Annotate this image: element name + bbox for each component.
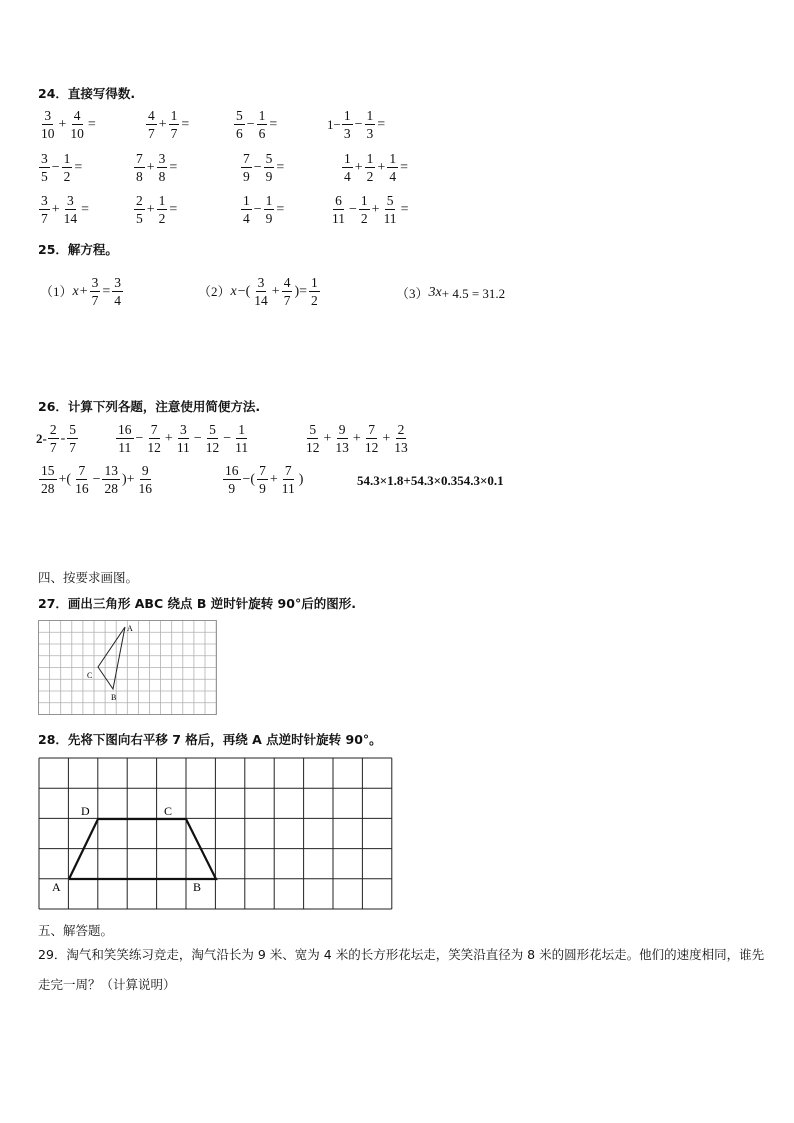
numerator: 7 bbox=[368, 422, 375, 437]
denominator: 13 bbox=[394, 440, 408, 455]
fraction bbox=[39, 193, 50, 226]
denominator: 14 bbox=[63, 211, 78, 226]
q24-item-7 bbox=[240, 151, 285, 184]
expression-text: （3） bbox=[396, 285, 429, 301]
q29-text: 29．淘气和笑笑练习竞走，淘气沿长为 9 米、宽为 4 米的长方形花坛走，笑笑沿直径为 8 米的圆形花坛走。他们的速度相同，谁先走完一周？（计算说明） bbox=[38, 947, 765, 992]
operator: − bbox=[246, 116, 255, 132]
operator: = bbox=[276, 201, 285, 217]
fraction bbox=[387, 151, 398, 184]
operator: = bbox=[400, 201, 409, 217]
denominator: 5 bbox=[136, 211, 143, 226]
q24-title: 24．直接写得数. bbox=[38, 86, 136, 101]
q28-label-c: C bbox=[164, 804, 173, 818]
operator: +( bbox=[58, 471, 72, 487]
operator: = bbox=[74, 159, 83, 175]
fraction bbox=[223, 463, 241, 496]
numerator: 5 bbox=[209, 422, 216, 437]
fraction bbox=[134, 193, 145, 226]
operator: − bbox=[51, 159, 60, 175]
variable: x bbox=[230, 283, 237, 299]
fraction bbox=[333, 422, 351, 455]
fraction bbox=[145, 422, 163, 455]
operator: + bbox=[271, 283, 280, 299]
q25-item-2 bbox=[198, 275, 321, 308]
fraction bbox=[342, 108, 353, 141]
operator: − bbox=[92, 471, 101, 487]
numerator: 3 bbox=[257, 275, 265, 290]
fraction bbox=[359, 193, 370, 226]
denominator: 6 bbox=[236, 126, 243, 141]
q26-item-3 bbox=[303, 422, 411, 455]
section-4-title: 四、按要求画图。 bbox=[38, 570, 139, 585]
fraction bbox=[304, 422, 322, 455]
denominator: 10 bbox=[41, 126, 55, 141]
fraction bbox=[169, 108, 180, 141]
expression-text: + 4.5 = 31.2 bbox=[441, 285, 506, 301]
q24-item-3 bbox=[233, 108, 278, 141]
variable: x bbox=[72, 283, 79, 299]
operator: + bbox=[164, 430, 173, 446]
fraction bbox=[252, 275, 270, 308]
denominator: 9 bbox=[265, 211, 273, 226]
numerator: 7 bbox=[150, 422, 158, 437]
fraction bbox=[392, 422, 410, 455]
numerator: 6 bbox=[335, 193, 342, 208]
q24-item-1 bbox=[38, 108, 97, 141]
numerator: 9 bbox=[338, 422, 346, 437]
q27-title: 27．画出三角形 ABC 绕点 B 逆时针旋转 90°后的图形. bbox=[38, 596, 356, 611]
fraction bbox=[62, 151, 73, 184]
numerator: 1 bbox=[344, 151, 351, 166]
numerator: 5 bbox=[265, 151, 273, 166]
denominator: 11 bbox=[383, 211, 397, 226]
operator: + bbox=[79, 283, 88, 299]
operator: − bbox=[135, 430, 144, 446]
denominator: 7 bbox=[283, 293, 291, 308]
operator: = bbox=[377, 116, 386, 132]
operator: + bbox=[323, 430, 332, 446]
q26-item-1 bbox=[36, 422, 79, 455]
fraction bbox=[363, 422, 381, 455]
q24-item-11 bbox=[240, 193, 285, 226]
q27-label-a: A bbox=[127, 624, 133, 633]
numerator: 1 bbox=[170, 108, 178, 123]
denominator: 7 bbox=[91, 293, 99, 308]
q24-item-10 bbox=[133, 193, 178, 226]
denominator: 16 bbox=[75, 481, 89, 496]
operator: − bbox=[193, 430, 202, 446]
denominator: 2 bbox=[63, 169, 71, 184]
numerator: 3 bbox=[91, 275, 99, 290]
fraction bbox=[112, 275, 123, 308]
numerator: 7 bbox=[259, 463, 266, 478]
numerator: 1 bbox=[366, 151, 374, 166]
numerator: 5 bbox=[309, 422, 317, 437]
numerator: 1 bbox=[158, 193, 166, 208]
denominator: 2 bbox=[158, 211, 166, 226]
operator: + bbox=[146, 159, 155, 175]
numerator: 16 bbox=[118, 422, 132, 437]
fraction bbox=[257, 463, 268, 496]
q28-grid-figure bbox=[38, 757, 394, 911]
fraction bbox=[39, 108, 57, 141]
fraction bbox=[116, 422, 134, 455]
operator: = bbox=[81, 201, 90, 217]
numerator: 7 bbox=[136, 151, 143, 166]
numerator: 1 bbox=[258, 108, 266, 123]
denominator: 28 bbox=[104, 481, 118, 496]
numerator: 4 bbox=[73, 108, 81, 123]
q27-grid-figure bbox=[38, 620, 218, 716]
denominator: 4 bbox=[344, 169, 351, 184]
fraction bbox=[264, 193, 275, 226]
denominator: 3 bbox=[343, 126, 351, 141]
operator: + bbox=[382, 430, 391, 446]
numerator: 2 bbox=[49, 422, 57, 437]
operator: = bbox=[169, 159, 178, 175]
q26-item-4 bbox=[38, 463, 155, 496]
operator: + bbox=[354, 159, 363, 175]
denominator: 12 bbox=[306, 440, 320, 455]
q28-label-b: B bbox=[193, 880, 202, 894]
operator: − bbox=[223, 430, 232, 446]
denominator: 10 bbox=[70, 126, 84, 141]
operator: = bbox=[400, 159, 408, 175]
fraction bbox=[309, 275, 320, 308]
operator: + bbox=[58, 116, 67, 132]
numerator: 5 bbox=[386, 193, 394, 208]
operator: −( bbox=[242, 471, 256, 487]
fraction bbox=[280, 463, 297, 496]
q26-item-2 bbox=[115, 422, 251, 455]
operator: = bbox=[181, 116, 190, 132]
fraction bbox=[241, 193, 252, 226]
operator: + bbox=[377, 159, 386, 175]
q24-item-2 bbox=[145, 108, 190, 141]
numerator: 3 bbox=[67, 193, 74, 208]
denominator: 12 bbox=[364, 440, 379, 455]
numerator: 1 bbox=[389, 151, 397, 166]
denominator: 9 bbox=[259, 481, 266, 496]
denominator: 7 bbox=[41, 211, 48, 226]
q24-item-9 bbox=[38, 193, 90, 226]
numerator: 16 bbox=[225, 463, 239, 478]
operator: = bbox=[169, 201, 178, 217]
denominator: 9 bbox=[228, 481, 236, 496]
denominator: 28 bbox=[41, 481, 55, 496]
denominator: 7 bbox=[49, 440, 57, 455]
variable: 3x bbox=[428, 285, 442, 300]
numerator: 9 bbox=[141, 463, 149, 478]
operator: − bbox=[253, 159, 262, 175]
operator: = bbox=[102, 283, 111, 299]
denominator: 9 bbox=[265, 169, 273, 184]
fraction bbox=[62, 193, 80, 226]
q28-title: 28．先将下图向右平移 7 格后，再绕 A 点逆时针旋转 90°。 bbox=[38, 732, 382, 747]
operator: )= bbox=[294, 283, 308, 299]
q27-label-b: B bbox=[111, 693, 117, 702]
numerator: 3 bbox=[41, 151, 48, 166]
numerator: 7 bbox=[284, 463, 292, 478]
operator: + bbox=[146, 201, 155, 217]
fraction bbox=[146, 108, 157, 141]
denominator: 14 bbox=[254, 293, 268, 308]
denominator: 2 bbox=[360, 211, 368, 226]
numerator: 15 bbox=[41, 463, 55, 478]
q28-label-d: D bbox=[81, 804, 90, 818]
numerator: 3 bbox=[44, 108, 52, 123]
operator: + bbox=[352, 430, 361, 446]
operator: + bbox=[51, 201, 60, 217]
denominator: 12 bbox=[147, 440, 161, 455]
denominator: 6 bbox=[258, 126, 266, 141]
fraction bbox=[48, 422, 59, 455]
expression-text: （2） bbox=[198, 284, 231, 299]
fraction bbox=[342, 151, 353, 184]
numerator: 1 bbox=[265, 193, 273, 208]
numerator: 3 bbox=[114, 275, 122, 290]
q25-item-3 bbox=[396, 286, 505, 300]
operator: + bbox=[269, 471, 278, 487]
numerator: 1 bbox=[238, 422, 245, 437]
denominator: 7 bbox=[148, 126, 155, 141]
fraction bbox=[264, 151, 275, 184]
denominator: 3 bbox=[366, 126, 374, 141]
fraction bbox=[39, 151, 50, 184]
numerator: 4 bbox=[283, 275, 291, 290]
numerator: 1 bbox=[63, 151, 71, 166]
denominator: 11 bbox=[332, 211, 345, 226]
numerator: 7 bbox=[78, 463, 86, 478]
numerator: 7 bbox=[243, 151, 250, 166]
fraction bbox=[204, 422, 222, 455]
numerator: 13 bbox=[104, 463, 118, 478]
denominator: 4 bbox=[243, 211, 250, 226]
denominator: 7 bbox=[69, 440, 77, 455]
fraction bbox=[282, 275, 293, 308]
operator: - bbox=[60, 430, 66, 446]
fraction bbox=[175, 422, 192, 455]
fraction bbox=[102, 463, 120, 496]
q26-title: 26．计算下列各题，注意使用简便方法. bbox=[38, 399, 261, 414]
fraction bbox=[137, 463, 155, 496]
section-5-title: 五、解答题。 bbox=[38, 923, 114, 938]
q24-item-8 bbox=[341, 151, 409, 184]
q24-item-12 bbox=[329, 193, 409, 226]
triangle-abc bbox=[98, 627, 125, 689]
denominator: 11 bbox=[176, 440, 190, 455]
numerator: 5 bbox=[236, 108, 243, 123]
denominator: 16 bbox=[138, 481, 153, 496]
fraction bbox=[157, 193, 168, 226]
q24-item-6 bbox=[133, 151, 178, 184]
fraction bbox=[157, 151, 168, 184]
fraction bbox=[73, 463, 91, 496]
operator: = bbox=[276, 159, 285, 175]
fraction bbox=[330, 193, 347, 226]
q25-title: 25．解方程。 bbox=[38, 242, 118, 257]
denominator: 12 bbox=[205, 440, 220, 455]
denominator: 8 bbox=[158, 169, 166, 184]
denominator: 11 bbox=[118, 440, 132, 455]
q28-label-a: A bbox=[52, 880, 61, 894]
expression-text: （1） bbox=[40, 284, 73, 299]
operator: + bbox=[371, 201, 380, 217]
q27-label-c: C bbox=[87, 671, 93, 680]
fraction bbox=[67, 422, 78, 455]
fraction bbox=[134, 151, 145, 184]
operator: − bbox=[349, 201, 357, 217]
fraction bbox=[365, 151, 376, 184]
operator: )+ bbox=[121, 471, 135, 487]
numerator: 2 bbox=[397, 422, 405, 437]
numerator: 3 bbox=[179, 422, 187, 437]
numerator: 1 bbox=[360, 193, 368, 208]
operator: = bbox=[269, 116, 278, 132]
numerator: 1 bbox=[343, 108, 351, 123]
operator: + bbox=[158, 116, 167, 132]
q25-item-1 bbox=[40, 275, 124, 308]
operator: = bbox=[87, 116, 96, 132]
q26-item-6 bbox=[357, 474, 504, 487]
q26-item-5 bbox=[222, 463, 304, 496]
fraction bbox=[257, 108, 268, 141]
operator: ) bbox=[298, 471, 304, 487]
numerator: 2 bbox=[136, 193, 143, 208]
numerator: 1 bbox=[366, 108, 374, 123]
denominator: 9 bbox=[243, 169, 250, 184]
denominator: 4 bbox=[114, 293, 122, 308]
expression-text: 1− bbox=[327, 117, 341, 132]
fraction bbox=[241, 151, 252, 184]
q24-item-4 bbox=[327, 108, 386, 141]
fraction bbox=[365, 108, 376, 141]
expression-text: 54.3×1.8+54.3×0.354.3×0.1 bbox=[357, 473, 504, 488]
denominator: 11 bbox=[235, 440, 249, 455]
numerator: 3 bbox=[158, 151, 166, 166]
denominator: 13 bbox=[335, 440, 349, 455]
numerator: 4 bbox=[148, 108, 155, 123]
numerator: 3 bbox=[41, 193, 48, 208]
denominator: 2 bbox=[366, 169, 374, 184]
operator: − bbox=[253, 201, 262, 217]
numerator: 1 bbox=[243, 193, 250, 208]
expression-text: 2- bbox=[36, 431, 47, 446]
fraction bbox=[233, 422, 250, 455]
denominator: 11 bbox=[281, 481, 295, 496]
fraction bbox=[68, 108, 86, 141]
denominator: 7 bbox=[170, 126, 178, 141]
denominator: 4 bbox=[389, 169, 397, 184]
numerator: 1 bbox=[311, 275, 318, 290]
operator: −( bbox=[237, 283, 251, 299]
fraction bbox=[382, 193, 399, 226]
numerator: 5 bbox=[69, 422, 77, 437]
operator: − bbox=[354, 116, 363, 132]
q24-item-5 bbox=[38, 151, 83, 184]
denominator: 5 bbox=[41, 169, 48, 184]
fraction bbox=[39, 463, 57, 496]
fraction bbox=[90, 275, 101, 308]
denominator: 8 bbox=[136, 169, 143, 184]
fraction bbox=[234, 108, 245, 141]
denominator: 2 bbox=[311, 293, 318, 308]
